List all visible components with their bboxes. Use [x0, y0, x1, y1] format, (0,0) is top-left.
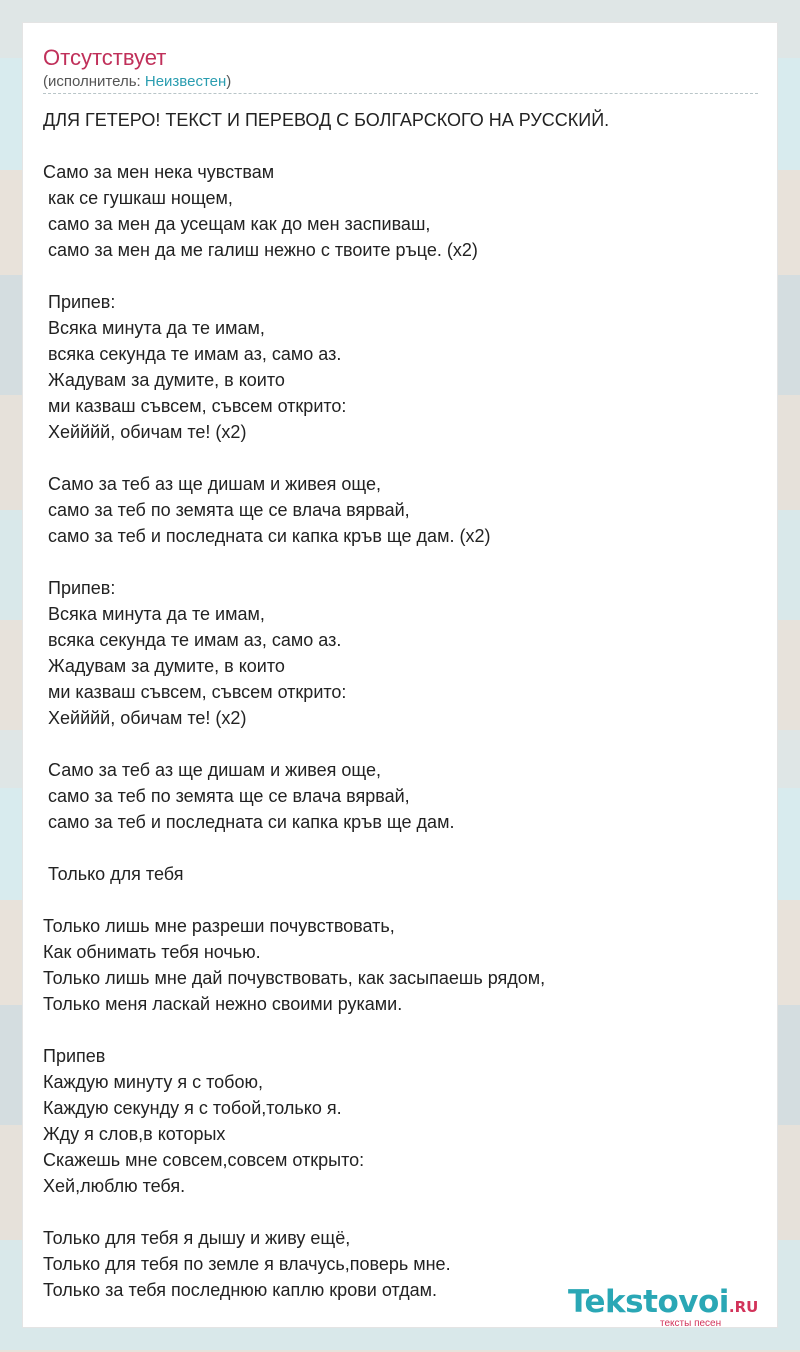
lyric-line: само за мен да ме галиш нежно с твоите ръце. (x2) — [43, 240, 478, 260]
lyric-line: как се гушкаш нощем, — [43, 188, 233, 208]
lyric-line: Только лишь мне дай почувствовать, как засыпаешь рядом, — [43, 968, 546, 988]
lyric-line: Только за тебя последнюю каплю крови отдам. — [43, 1280, 437, 1300]
lyric-line: Скажешь мне совсем,совсем открыто: — [43, 1150, 365, 1170]
lyric-line: само за теб и последната си капка кръв ще дам. (x2) — [43, 526, 491, 546]
performer-prefix: (исполнитель: — [43, 73, 145, 90]
header-divider — [43, 93, 758, 94]
lyrics-text — [43, 107, 763, 1303]
lyric-line: Всяка минута да те имам, — [43, 604, 265, 624]
lyric-line: ми казваш съвсем, съвсем открито: — [43, 682, 347, 702]
lyric-line: само за теб и последната си капка кръв ще дам. — [43, 812, 455, 832]
logo-tagline: тексты песен — [660, 1318, 722, 1329]
lyric-line: ми казваш съвсем, съвсем открито: — [43, 396, 347, 416]
lyric-line: Только лишь мне разреши почувствовать, — [43, 916, 395, 936]
lyric-line: Жадувам за думите, в които — [43, 370, 285, 390]
song-title: Отсутствует — [43, 45, 167, 70]
lyric-line: всяка секунда те имам аз, само аз. — [43, 630, 342, 650]
lyric-line: само за теб по земята ще се влача вярвай, — [43, 500, 410, 520]
lyrics-panel — [22, 22, 778, 1328]
lyric-line: всяка секунда те имам аз, само аз. — [43, 344, 342, 364]
lyric-line: Только для тебя по земле я влачусь,поверь мне. — [43, 1254, 451, 1274]
lyric-line: Как обнимать тебя ночью. — [43, 942, 261, 962]
lyric-line: Жадувам за думите, в които — [43, 656, 285, 676]
lyric-line: Каждую минуту я с тобою, — [43, 1072, 263, 1092]
site-logo[interactable] — [568, 1284, 778, 1330]
logo-domain-suffix: .RU — [728, 1298, 759, 1316]
lyric-line: Жду я слов,в которых — [43, 1124, 226, 1144]
lyric-line: Хейййй, обичам те! (x2) — [43, 708, 247, 728]
lyric-line: Припев — [43, 1046, 106, 1066]
lyric-line: Хей,люблю тебя. — [43, 1176, 186, 1196]
lyric-line: Только для тебя я дышу и живу ещё, — [43, 1228, 351, 1248]
lyric-line: Припев: — [43, 578, 116, 598]
lyric-line: само за теб по земята ще се влача вярвай, — [43, 786, 410, 806]
lyric-line: ДЛЯ ГЕТЕРО! ТЕКСТ И ПЕРЕВОД С БОЛГАРСКОГО НА РУССКИЙ. — [43, 110, 610, 130]
lyric-line: само за мен да усещам как до мен заспиваш, — [43, 214, 431, 234]
lyric-line: Хейййй, обичам те! (x2) — [43, 422, 247, 442]
lyric-line: Само за мен нека чувствам — [43, 162, 275, 182]
performer-link[interactable]: Неизвестен — [144, 73, 227, 90]
lyric-line: Всяка минута да те имам, — [43, 318, 265, 338]
lyric-line: Припев: — [43, 292, 116, 312]
lyric-line: Само за теб аз ще дишам и живея още, — [43, 760, 381, 780]
performer-suffix: ) — [226, 73, 232, 90]
lyric-line: Каждую секунду я с тобой,только я. — [43, 1098, 342, 1118]
lyric-line: Только для тебя — [43, 864, 184, 884]
lyric-line: Само за теб аз ще дишам и живея още, — [43, 474, 381, 494]
logo-main-text: Tekstovoi — [568, 1284, 729, 1320]
lyric-line: Только меня ласкай нежно своими руками. — [43, 994, 403, 1014]
performer-line — [43, 73, 231, 91]
